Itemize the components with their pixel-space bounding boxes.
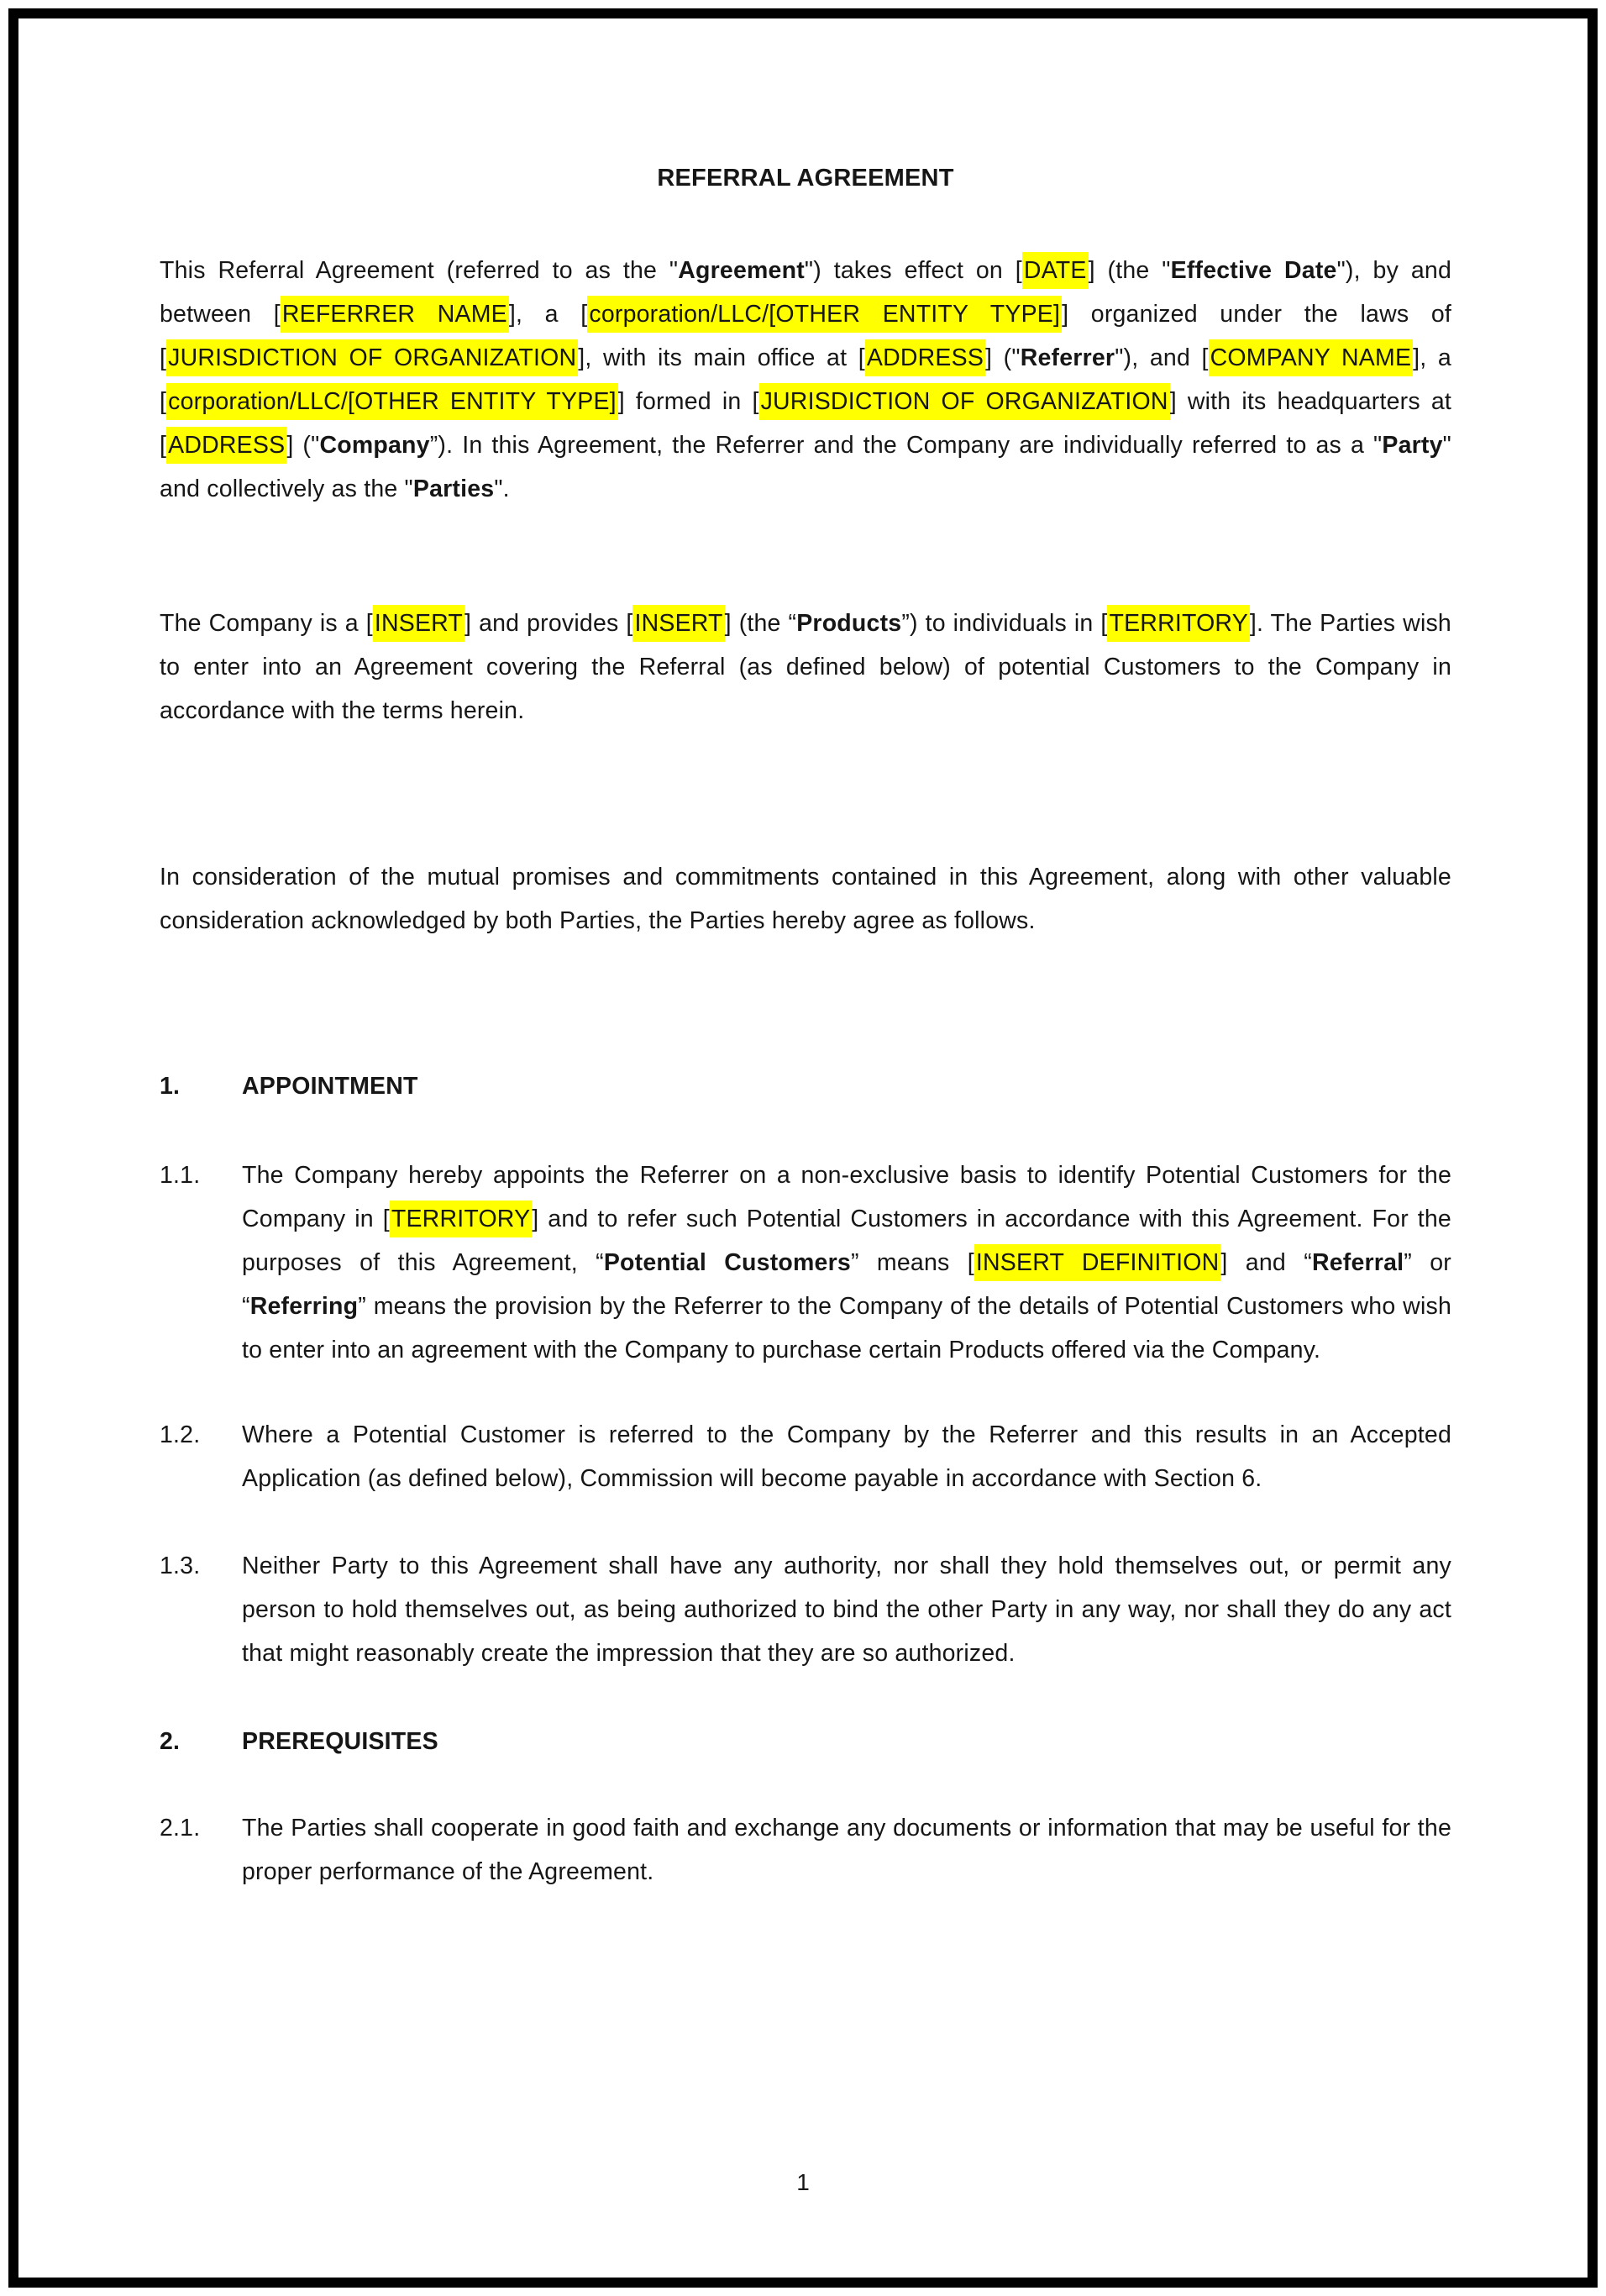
clause-number: 2.1.: [160, 1815, 201, 1842]
clause-text: Neither Party to this Agreement shall have any authority, nor shall they hold themselves out, or permit any person to hold themselves out, as being authorized to bind the other Party in any way, nor shall they do any act that might reasonably create the impression that they are so authorized.: [242, 1553, 1451, 1667]
clause-text: The Company hereby appoints the Referrer on a non-exclusive basis to identify Potential Customers for the Company in [TERRITORY] and to refer such Potential Customers in accordance with this Agreement. For the purposes of this Agreement, “Potential Customers” means [INSERT DEFINITION] and “Referral” or “Referring” means the provision by the Referrer to the Company of the details of Potential Customers who wish to enter into an agreement with the Company to purchase certain Products offered via the Company.: [242, 1162, 1451, 1363]
clause-2-1: [160, 1806, 1451, 1894]
clause-number: 1.1.: [160, 1162, 201, 1189]
clause-number: 1.2.: [160, 1421, 201, 1448]
document-content: [160, 0, 1451, 1894]
section-number: 1.: [160, 1073, 181, 1100]
paragraph-consideration: In consideration of the mutual promises and commitments contained in this Agreement, along with other valuable consideration acknowledged by both Parties, the Parties hereby agree as follows.: [160, 864, 1451, 934]
section-heading-prerequisites: [160, 1720, 1451, 1763]
document-title: REFERRAL AGREEMENT: [657, 165, 954, 192]
clause-1-3: [160, 1544, 1451, 1675]
section-heading-label: PREREQUISITES: [242, 1728, 438, 1755]
section-heading-label: APPOINTMENT: [242, 1073, 418, 1100]
paragraph-intro: This Referral Agreement (referred to as the "Agreement") takes effect on [DATE] (the "Effective Date"), by and between [REFERRER NAME], a [corporation/LLC/[OTHER ENTITY TYPE]] organized under the laws of [JURISDICTION OF ORGANIZATION], with its main office at [ADDRESS] ("Referrer"), and [COMPANY NAME], a [corporation/LLC/[OTHER ENTITY TYPE]] formed in [JURISDICTION OF ORGANIZATION] with its headquarters at [ADDRESS] ("Company”). In this Agreement, the Referrer and the Company are individually referred to as a "Party" and collectively as the "Parties".: [160, 249, 1451, 511]
clause-1-2: [160, 1413, 1451, 1500]
clause-number: 1.3.: [160, 1553, 201, 1579]
clause-text: The Parties shall cooperate in good faith and exchange any documents or information that may be useful for the proper performance of the Agreement.: [242, 1815, 1451, 1885]
page-number: 1: [796, 2169, 810, 2195]
clause-text: Where a Potential Customer is referred to the Company by the Referrer and this results in an Accepted Application (as defined below), Commission will become payable in accordance with Section 6.: [242, 1421, 1451, 1492]
section-heading-appointment: [160, 1064, 1451, 1108]
section-number: 2.: [160, 1728, 181, 1755]
clause-1-1: [160, 1153, 1451, 1372]
paragraph-company-description: The Company is a [INSERT] and provides [INSERT] (the “Products”) to individuals in [TERRITORY]. The Parties wish to enter into an Agreement covering the Referral (as defined below) of potential Customers to the Company in accordance with the terms herein.: [160, 602, 1451, 733]
